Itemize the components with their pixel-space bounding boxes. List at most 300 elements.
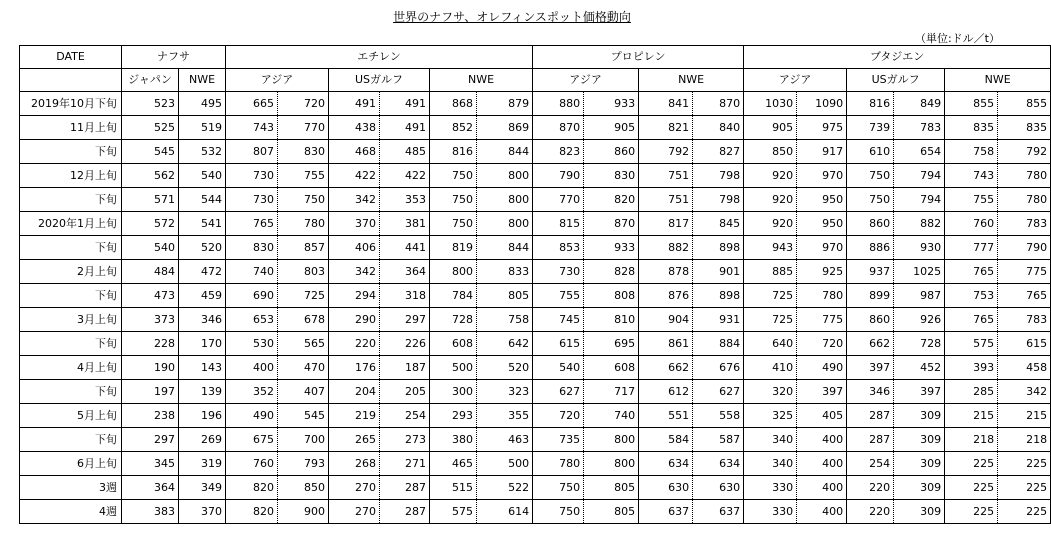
table-cell: 491 [329,92,380,116]
table-cell: 868 [430,92,477,116]
table-row [20,92,1051,116]
table-cell: 849 [894,92,945,116]
table-cell: 800 [430,260,477,284]
table-cell: 491 [380,92,430,116]
table-cell: 828 [584,260,639,284]
table-cell: 627 [533,380,584,404]
header-sub: NWE [430,69,533,92]
table-cell: 309 [894,500,945,524]
table-cell: 720 [278,92,329,116]
table-cell: 400 [797,476,847,500]
table-cell: 815 [533,212,584,236]
table-cell: 558 [693,404,744,428]
table-cell: 740 [226,260,278,284]
table-cell: 970 [797,164,847,188]
table-cell: 885 [744,260,797,284]
table-cell: 860 [847,212,894,236]
table-cell: 882 [639,236,693,260]
table-cell: 610 [847,140,894,164]
table-cell: 794 [894,188,945,212]
table-cell: 860 [584,140,639,164]
table-cell: 770 [533,188,584,212]
table-cell: 441 [380,236,430,260]
table-cell: 857 [278,236,329,260]
table-cell: 215 [945,404,998,428]
table-cell: 642 [477,332,533,356]
table-cell: 468 [329,140,380,164]
header-group-naphtha: ナフサ [122,46,226,69]
unit-label: （単位:ドル／t） [914,32,1000,45]
table-cell: 743 [226,116,278,140]
table-row [20,140,1051,164]
table-cell: 853 [533,236,584,260]
table-cell: 750 [847,188,894,212]
table-cell: 755 [533,284,584,308]
table-cell: 380 [430,428,477,452]
table-cell: 904 [639,308,693,332]
table-cell: 793 [278,452,329,476]
row-date: 下旬 [20,284,122,308]
table-cell: 532 [179,140,226,164]
table-cell: 268 [329,452,380,476]
table-cell: 810 [584,308,639,332]
table-cell: 745 [533,308,584,332]
table-cell: 830 [584,164,639,188]
table-cell: 841 [639,92,693,116]
table-cell: 905 [744,116,797,140]
table-cell: 612 [639,380,693,404]
table-cell: 798 [693,164,744,188]
table-cell: 792 [639,140,693,164]
header-sub: アジア [533,69,639,92]
table-cell: 850 [744,140,797,164]
table-cell: 835 [998,116,1051,140]
table-cell: 755 [945,188,998,212]
table-cell: 340 [744,452,797,476]
table-cell: 325 [744,404,797,428]
table-cell: 662 [847,332,894,356]
table-cell: 780 [998,164,1051,188]
table-cell: 225 [945,476,998,500]
row-date: 12月上旬 [20,164,122,188]
row-date: 下旬 [20,140,122,164]
table-row [20,452,1051,476]
table-cell: 500 [477,452,533,476]
table-cell: 225 [998,476,1051,500]
table-cell: 800 [477,188,533,212]
table-cell: 525 [122,116,179,140]
table-cell: 397 [847,356,894,380]
table-cell: 735 [533,428,584,452]
table-row [20,236,1051,260]
table-cell: 407 [278,380,329,404]
table-cell: 830 [278,140,329,164]
header-sub: NWE [179,69,226,92]
table-cell: 901 [693,260,744,284]
table-cell: 397 [894,380,945,404]
table-cell: 383 [122,500,179,524]
table-cell: 143 [179,356,226,380]
table-cell: 783 [998,308,1051,332]
table-cell: 575 [945,332,998,356]
table-cell: 490 [226,404,278,428]
table-cell: 920 [744,188,797,212]
row-date: 下旬 [20,236,122,260]
table-cell: 775 [797,308,847,332]
table-cell: 287 [847,404,894,428]
header-sub: NWE [639,69,744,92]
table-row [20,284,1051,308]
table-cell: 342 [329,188,380,212]
table-cell: 615 [533,332,584,356]
table-cell: 196 [179,404,226,428]
table-cell: 300 [430,380,477,404]
table-cell: 730 [226,188,278,212]
table-cell: 318 [380,284,430,308]
table-cell: 820 [226,476,278,500]
table-cell: 690 [226,284,278,308]
table-cell: 270 [329,476,380,500]
table-cell: 920 [744,164,797,188]
table-cell: 637 [639,500,693,524]
table-row [20,260,1051,284]
table-row [20,164,1051,188]
table-cell: 197 [122,380,179,404]
table-row [20,356,1051,380]
table-cell: 765 [998,284,1051,308]
table-cell: 728 [430,308,477,332]
table-cell: 760 [226,452,278,476]
table-cell: 500 [430,356,477,380]
table-cell: 695 [584,332,639,356]
table-cell: 393 [945,356,998,380]
header-row-subs [20,69,1051,92]
row-date: 3月上旬 [20,308,122,332]
table-cell: 800 [477,212,533,236]
table-cell: 176 [329,356,380,380]
table-cell: 463 [477,428,533,452]
table-cell: 943 [744,236,797,260]
table-cell: 780 [998,188,1051,212]
table-cell: 290 [329,308,380,332]
table-cell: 783 [998,212,1051,236]
header-sub: USガルフ [329,69,430,92]
row-date: 下旬 [20,188,122,212]
table-cell: 340 [744,428,797,452]
table-cell: 273 [380,428,430,452]
table-cell: 465 [430,452,477,476]
table-cell: 551 [639,404,693,428]
table-cell: 320 [744,380,797,404]
table-cell: 452 [894,356,945,380]
table-cell: 850 [278,476,329,500]
table-cell: 370 [329,212,380,236]
table-cell: 522 [477,476,533,500]
table-cell: 800 [477,164,533,188]
table-cell: 218 [998,428,1051,452]
table-cell: 405 [797,404,847,428]
table-cell: 540 [122,236,179,260]
table-cell: 309 [894,452,945,476]
table-cell: 630 [693,476,744,500]
table-cell: 855 [945,92,998,116]
table-cell: 750 [430,188,477,212]
row-date: 下旬 [20,332,122,356]
table-cell: 898 [693,236,744,260]
table-cell: 662 [639,356,693,380]
table-cell: 816 [430,140,477,164]
table-cell: 876 [639,284,693,308]
table-cell: 353 [380,188,430,212]
table-cell: 777 [945,236,998,260]
table-cell: 634 [693,452,744,476]
table-cell: 400 [797,452,847,476]
table-cell: 297 [122,428,179,452]
table-cell: 827 [693,140,744,164]
table-cell: 675 [226,428,278,452]
table-cell: 400 [226,356,278,380]
table-cell: 323 [477,380,533,404]
table-cell: 970 [797,236,847,260]
table-cell: 287 [380,500,430,524]
price-table [19,45,1051,524]
table-cell: 750 [430,164,477,188]
table-cell: 819 [430,236,477,260]
table-cell: 225 [998,500,1051,524]
table-cell: 798 [693,188,744,212]
table-cell: 571 [122,188,179,212]
table-cell: 800 [584,452,639,476]
table-cell: 345 [122,452,179,476]
table-cell: 950 [797,188,847,212]
row-date: 下旬 [20,380,122,404]
table-cell: 346 [847,380,894,404]
table-cell: 215 [998,404,1051,428]
table-cell: 400 [797,500,847,524]
table-cell: 627 [693,380,744,404]
table-cell: 562 [122,164,179,188]
table-cell: 805 [584,500,639,524]
table-cell: 575 [430,500,477,524]
table-cell: 917 [797,140,847,164]
table-cell: 725 [278,284,329,308]
table-cell: 330 [744,500,797,524]
table-cell: 884 [693,332,744,356]
row-date: 2019年10月下旬 [20,92,122,116]
table-cell: 422 [329,164,380,188]
table-cell: 855 [998,92,1051,116]
table-cell: 665 [226,92,278,116]
table-cell: 728 [894,332,945,356]
table-cell: 330 [744,476,797,500]
table-cell: 373 [122,308,179,332]
table-cell: 410 [744,356,797,380]
table-cell: 285 [945,380,998,404]
table-cell: 485 [380,140,430,164]
table-cell: 780 [278,212,329,236]
table-cell: 397 [797,380,847,404]
row-date: 2月上旬 [20,260,122,284]
table-cell: 987 [894,284,945,308]
table-cell: 484 [122,260,179,284]
table-cell: 519 [179,116,226,140]
table-cell: 1090 [797,92,847,116]
table-cell: 860 [847,308,894,332]
table-cell: 545 [122,140,179,164]
table-cell: 654 [894,140,945,164]
table-cell: 852 [430,116,477,140]
table-cell: 520 [179,236,226,260]
table-cell: 269 [179,428,226,452]
table-cell: 780 [797,284,847,308]
header-group-propylene: プロピレン [533,46,744,69]
table-cell: 725 [744,308,797,332]
table-cell: 725 [744,284,797,308]
table-cell: 743 [945,164,998,188]
table-cell: 400 [797,428,847,452]
table-cell: 753 [945,284,998,308]
table-cell: 870 [533,116,584,140]
table-cell: 270 [329,500,380,524]
table-cell: 879 [477,92,533,116]
table-cell: 271 [380,452,430,476]
table-cell: 220 [847,500,894,524]
table-cell: 458 [998,356,1051,380]
table-cell: 926 [894,308,945,332]
header-sub: USガルフ [847,69,945,92]
table-cell: 899 [847,284,894,308]
table-cell: 190 [122,356,179,380]
table-cell: 678 [278,308,329,332]
table-cell: 790 [533,164,584,188]
header-row-groups [20,46,1051,69]
table-cell: 794 [894,164,945,188]
table-cell: 364 [380,260,430,284]
table-cell: 584 [639,428,693,452]
table-cell: 254 [847,452,894,476]
table-cell: 775 [998,260,1051,284]
table-cell: 740 [584,404,639,428]
table-cell: 406 [329,236,380,260]
table-row [20,500,1051,524]
table-cell: 792 [998,140,1051,164]
table-cell: 750 [533,500,584,524]
table-cell: 758 [945,140,998,164]
table-cell: 765 [945,308,998,332]
table-cell: 933 [584,236,639,260]
table-cell: 817 [639,212,693,236]
table-row [20,308,1051,332]
table-cell: 784 [430,284,477,308]
table-cell: 835 [945,116,998,140]
table-cell: 700 [278,428,329,452]
table-row [20,188,1051,212]
table-cell: 254 [380,404,430,428]
table-cell: 364 [122,476,179,500]
table-cell: 608 [430,332,477,356]
table-cell: 880 [533,92,584,116]
table-cell: 572 [122,212,179,236]
table-cell: 920 [744,212,797,236]
table-cell: 933 [584,92,639,116]
table-cell: 225 [945,500,998,524]
row-date: 下旬 [20,428,122,452]
table-cell: 803 [278,260,329,284]
row-date: 2020年1月上旬 [20,212,122,236]
table-cell: 750 [533,476,584,500]
table-cell: 820 [226,500,278,524]
table-cell: 587 [693,428,744,452]
header-sub: NWE [945,69,1051,92]
table-cell: 238 [122,404,179,428]
table-cell: 349 [179,476,226,500]
table-row [20,404,1051,428]
table-cell: 220 [329,332,380,356]
row-date: 11月上旬 [20,116,122,140]
table-cell: 1025 [894,260,945,284]
table-cell: 900 [278,500,329,524]
table-cell: 226 [380,332,430,356]
table-cell: 717 [584,380,639,404]
table-cell: 565 [278,332,329,356]
header-group-ethylene: エチレン [226,46,533,69]
table-cell: 780 [533,452,584,476]
table-cell: 653 [226,308,278,332]
table-cell: 950 [797,212,847,236]
header-date: DATE [20,46,122,69]
table-cell: 287 [380,476,430,500]
table-cell: 720 [797,332,847,356]
row-date: 4週 [20,500,122,524]
table-cell: 472 [179,260,226,284]
table-cell: 370 [179,500,226,524]
table-cell: 790 [998,236,1051,260]
row-date: 4月上旬 [20,356,122,380]
table-cell: 783 [894,116,945,140]
table-cell: 225 [945,452,998,476]
header-group-butadiene: ブタジエン [744,46,1051,69]
table-cell: 342 [329,260,380,284]
table-cell: 844 [477,236,533,260]
table-cell: 765 [226,212,278,236]
table-cell: 765 [945,260,998,284]
table-cell: 220 [847,476,894,500]
table-cell: 845 [693,212,744,236]
table-cell: 545 [278,404,329,428]
table-cell: 820 [584,188,639,212]
table-cell: 830 [226,236,278,260]
table-cell: 730 [226,164,278,188]
table-cell: 878 [639,260,693,284]
table-cell: 640 [744,332,797,356]
table-cell: 541 [179,212,226,236]
table-cell: 630 [639,476,693,500]
table-cell: 459 [179,284,226,308]
table-cell: 905 [584,116,639,140]
table-cell: 750 [847,164,894,188]
table-cell: 490 [797,356,847,380]
table-cell: 1030 [744,92,797,116]
table-row [20,116,1051,140]
table-cell: 634 [639,452,693,476]
page-title [0,8,1024,25]
table-cell: 170 [179,332,226,356]
table-cell: 770 [278,116,329,140]
table-row [20,428,1051,452]
table-cell: 844 [477,140,533,164]
table-cell: 422 [380,164,430,188]
table-cell: 821 [639,116,693,140]
